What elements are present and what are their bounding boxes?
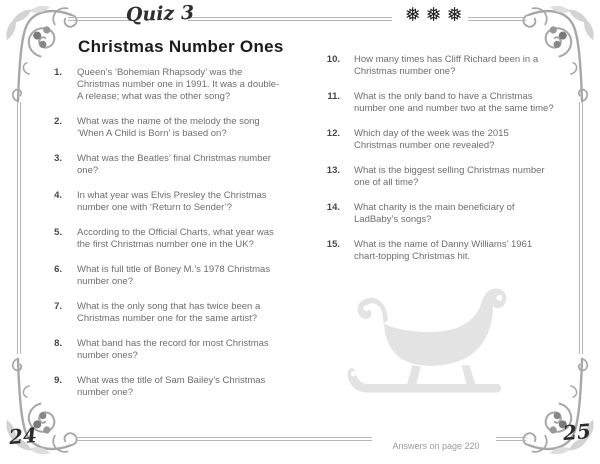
question-text: What is the biggest selling Christmas number one of all time? (354, 165, 545, 188)
question-text: According to the Official Charts, what year was the first Christmas number one in the UK? (77, 227, 274, 250)
question-text: What is full title of Boney M.’s 1978 Christmas number one? (77, 264, 271, 287)
question-number: 9. (54, 375, 62, 386)
question-text: What charity is the main beneficiary of LadBaby’s songs? (354, 202, 515, 225)
question-item (300, 54, 585, 78)
question-number: 2. (54, 116, 62, 127)
question-text: What was the title of Sam Bailey’s Christmas number one? (77, 375, 266, 398)
question-number: 12. (326, 128, 340, 139)
question-item (28, 301, 313, 325)
question-number: 3. (54, 153, 62, 164)
question-item (300, 165, 585, 189)
question-item (28, 67, 313, 103)
page-number-right: 25 (562, 418, 592, 446)
question-text: What band has the record for most Christmas number ones? (77, 338, 269, 361)
answers-reference-note: Answers on page 220 (392, 441, 480, 451)
question-number: 5. (54, 227, 62, 238)
question-item (28, 116, 313, 140)
question-text: Queen’s ‘Bohemian Rhapsody’ was the Christmas number one in 1991. It was a double-A release; what was the other song? (77, 67, 280, 102)
sleigh-illustration-icon (342, 278, 520, 402)
border-line-top-middle-segment (188, 17, 392, 21)
snowflake-icon: ❅ (425, 4, 447, 26)
question-item (300, 239, 585, 263)
border-line-bottom-left-segment (76, 437, 372, 441)
question-text: What is the name of Danny Williams’ 1961 chart-topping Christmas hit. (354, 239, 533, 262)
page-title: Christmas Number Ones (78, 37, 284, 56)
snowflake-icon: ❅ (446, 4, 468, 26)
snowflake-row (392, 4, 480, 26)
question-text: What is the only song that has twice been a Christmas number one for the same artist? (77, 301, 261, 324)
question-text: What is the only band to have a Christmas number one and number two at the same time? (354, 91, 554, 114)
question-number: 13. (326, 165, 340, 176)
question-list-right (300, 54, 585, 263)
question-item (300, 128, 585, 152)
question-text: What was the name of the melody the song ‘When A Child is Born’ is based on? (77, 116, 260, 139)
question-text: How many times has Cliff Richard been in a Christmas number one? (354, 54, 539, 77)
page-number-left: 24 (8, 422, 38, 450)
question-item (28, 153, 313, 177)
question-item (300, 91, 585, 115)
border-line-left (17, 102, 21, 354)
question-item (28, 227, 313, 251)
question-number: 7. (54, 301, 62, 312)
question-text: Which day of the week was the 2015 Christmas number one revealed? (354, 128, 509, 151)
question-text: What was the Beatles’ final Christmas number one? (77, 153, 271, 176)
question-number: 8. (54, 338, 62, 349)
question-item (300, 202, 585, 226)
question-number: 1. (54, 67, 62, 78)
border-line-bottom-right-segment (496, 437, 526, 441)
snowflake-icon: ❅ (404, 4, 426, 26)
question-number: 15. (326, 239, 340, 250)
question-number: 11. (327, 91, 340, 102)
quiz-number-label: Quiz 3 (125, 1, 195, 27)
question-number: 14. (326, 202, 340, 213)
question-number: 10. (326, 54, 340, 65)
question-text: In what year was Elvis Presley the Christmas number one with ‘Return to Sender’? (77, 190, 267, 213)
question-list-left (28, 67, 313, 399)
question-item (28, 375, 313, 399)
question-item (28, 190, 313, 214)
question-number: 4. (54, 190, 62, 201)
question-item (28, 338, 313, 362)
question-number: 6. (54, 264, 62, 275)
question-item (28, 264, 313, 288)
